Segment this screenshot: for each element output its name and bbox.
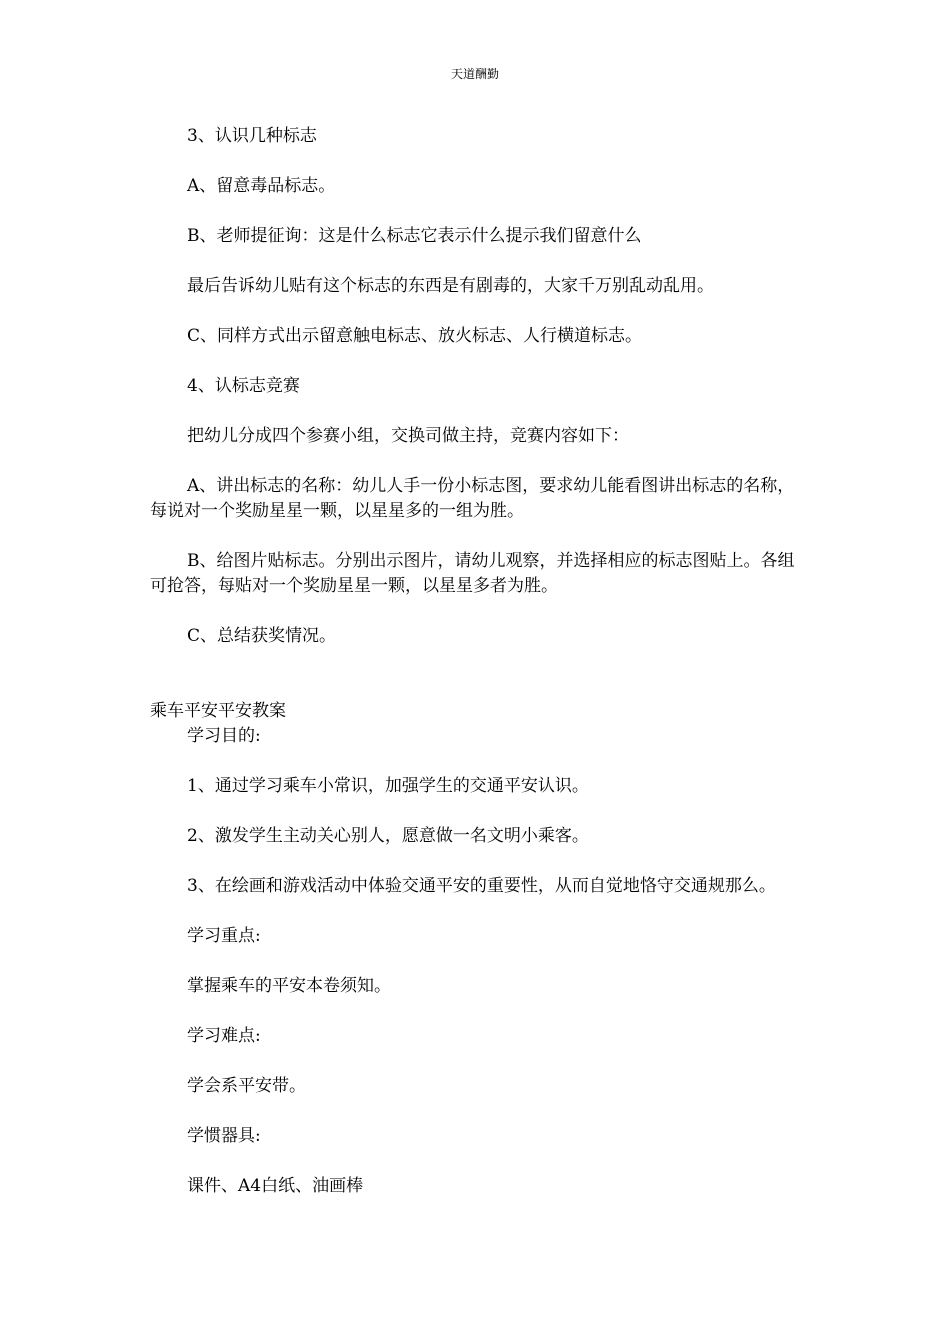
section-spacer [150, 674, 800, 699]
paragraph: B、老师提征询：这是什么标志它表示什么提示我们留意什么 [187, 226, 642, 246]
paragraph: C、总结获奖情况。 [187, 626, 337, 646]
paragraph: 1、通过学习乘车小常识，加强学生的交通平安认识。 [187, 776, 589, 796]
paragraph: 学会系平安带。 [187, 1076, 306, 1096]
paragraph: B、给图片贴标志。分别出示图片，请幼儿观察，并选择相应的标志图贴上。各组可抢答，每贴对一个奖励星星一颗，以星星多者为胜。 [150, 551, 795, 596]
paragraph: 学习目的: [187, 726, 261, 746]
paragraph: 学习重点: [187, 926, 261, 946]
paragraph: 3、认识几种标志 [187, 126, 317, 146]
paragraph: 3、在绘画和游戏活动中体验交通平安的重要性，从而自觉地恪守交通规那么。 [187, 876, 776, 896]
paragraph: C、同样方式出示留意触电标志、放火标志、人行横道标志。 [187, 326, 643, 346]
paragraph: 掌握乘车的平安本卷须知。 [187, 976, 391, 996]
paragraph: 2、激发学生主动关心别人，愿意做一名文明小乘客。 [187, 826, 589, 846]
paragraph: 学惯器具: [187, 1126, 261, 1146]
paragraph: 课件、A4白纸、油画棒 [187, 1176, 364, 1196]
paragraph: 最后告诉幼儿贴有这个标志的东西是有剧毒的，大家千万别乱动乱用。 [187, 276, 714, 296]
document-body [150, 124, 800, 1224]
paragraph: 把幼儿分成四个参赛小组，交换司做主持，竞赛内容如下： [187, 426, 629, 446]
paragraph: 4、认标志竞赛 [187, 376, 300, 396]
paragraph: A、留意毒品标志。 [187, 176, 336, 196]
page-header: 天道酬勤 [450, 67, 499, 81]
section-title: 乘车平安平安教案 [150, 701, 286, 721]
paragraph: A、讲出标志的名称：幼儿人手一份小标志图，要求幼儿能看图讲出标志的名称，每说对一个奖励星星一颗，以星星多的一组为胜。 [150, 476, 795, 521]
paragraph: 学习难点: [187, 1026, 261, 1046]
